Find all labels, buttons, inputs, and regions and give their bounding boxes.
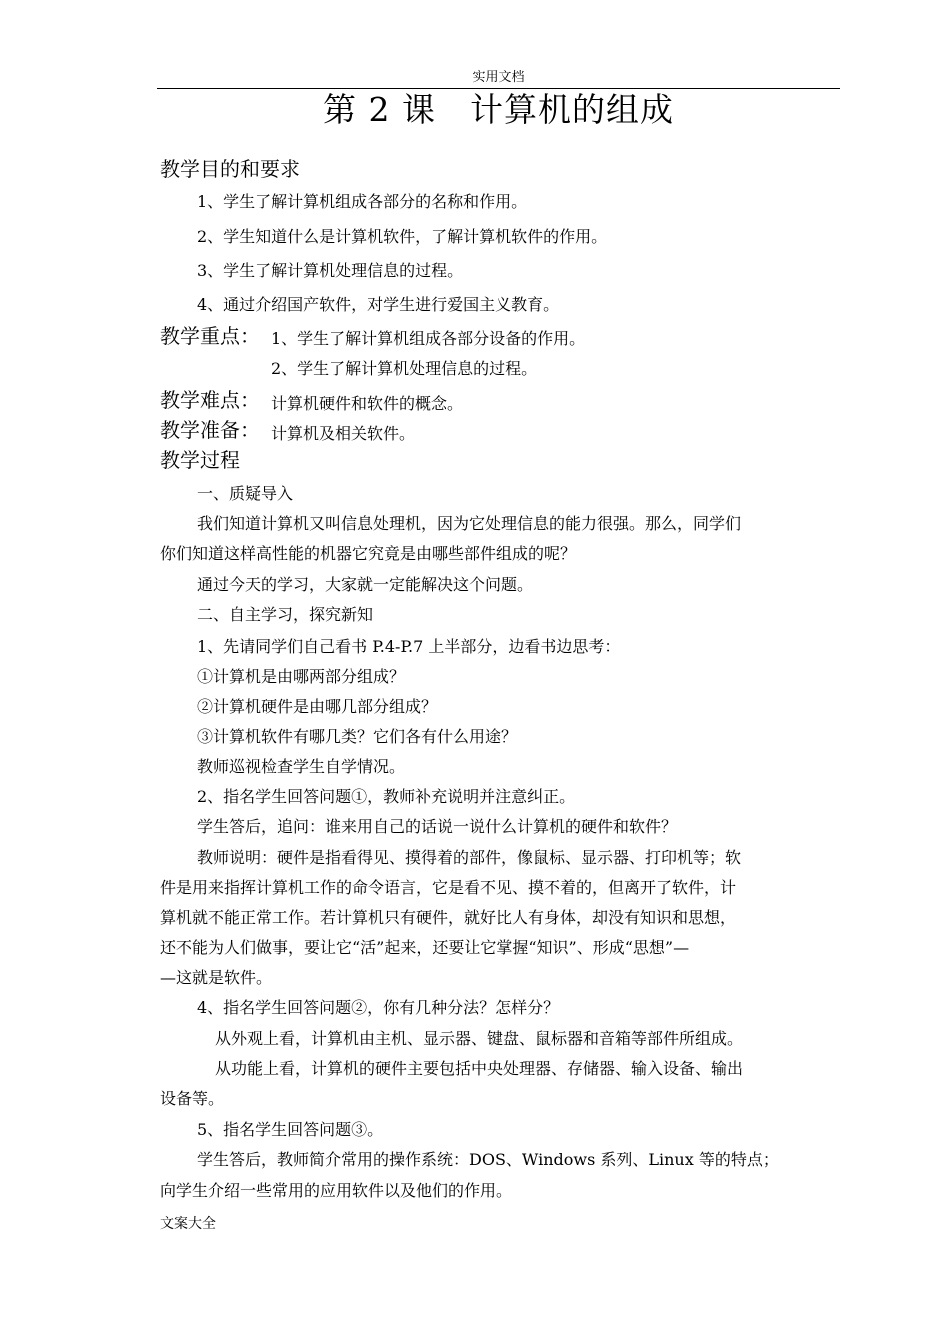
- process-line: 4、指名学生回答问题②，你有几种分法？怎样分？: [197, 998, 560, 1017]
- process-line: 还不能为人们做事，要让它“活”起来，还要让它掌握“知识”、形成“思想”—: [160, 938, 690, 957]
- process-heading: 教学过程: [160, 448, 240, 472]
- process-line: 5、指名学生回答问题③。: [197, 1120, 384, 1139]
- difficulty-text: 计算机硬件和软件的概念。: [271, 394, 464, 413]
- process-line: 学生答后，追问：谁来用自己的话说一说什么计算机的硬件和软件？: [197, 817, 678, 836]
- process-line: 从外观上看，计算机由主机、显示器、键盘、鼠标器和音箱等部件所组成。: [215, 1029, 744, 1048]
- goals-heading: 教学目的和要求: [160, 157, 300, 181]
- process-line: 1、先请同学们自己看书 P.4-P.7 上半部分，边看书边思考：: [197, 637, 621, 656]
- page-title: 第 2 课 计算机的组成: [323, 90, 674, 129]
- process-line: 一、质疑导入: [197, 484, 294, 503]
- key-points-label: 教学重点：: [160, 324, 260, 348]
- page-header: 实用文档: [472, 70, 525, 85]
- process-line: 2、指名学生回答问题①，教师补充说明并注意纠正。: [197, 787, 576, 806]
- goal-item: 2、学生知道什么是计算机软件，了解计算机软件的作用。: [197, 227, 608, 246]
- process-line: 教师说明：硬件是指看得见、摸得着的部件，像鼠标、显示器、打印机等；软: [197, 848, 742, 867]
- goal-item: 1、学生了解计算机组成各部分的名称和作用。: [197, 192, 528, 211]
- process-line: 通过今天的学习，大家就一定能解决这个问题。: [197, 575, 534, 594]
- process-line: —这就是软件。: [160, 968, 273, 987]
- key-point-item: 2、学生了解计算机处理信息的过程。: [271, 359, 538, 378]
- process-line: 我们知道计算机又叫信息处理机，因为它处理信息的能力很强。那么，同学们: [197, 514, 742, 533]
- process-line: 向学生介绍一些常用的应用软件以及他们的作用。: [160, 1181, 513, 1200]
- process-line: 算机就不能正常工作。若计算机只有硬件，就好比人有身体，却没有知识和思想，: [160, 908, 737, 927]
- goal-item: 4、通过介绍国产软件，对学生进行爱国主义教育。: [197, 295, 560, 314]
- page-footer: 文案大全: [160, 1216, 216, 1232]
- preparation-text: 计算机及相关软件。: [271, 424, 416, 443]
- preparation-label: 教学准备：: [160, 418, 260, 442]
- process-line: 件是用来指挥计算机工作的命令语言，它是看不见、摸不着的，但离开了软件，计: [160, 878, 737, 897]
- key-point-item: 1、学生了解计算机组成各部分设备的作用。: [271, 329, 586, 348]
- process-line: ②计算机硬件是由哪几部分组成？: [197, 697, 438, 716]
- process-line: 学生答后，教师简介常用的操作系统：DOS、Windows 系列、Linux 等的特点；: [197, 1150, 779, 1169]
- goal-item: 3、学生了解计算机处理信息的过程。: [197, 261, 464, 280]
- process-line: ③计算机软件有哪几类？它们各有什么用途？: [197, 727, 518, 746]
- process-line: 教师巡视检查学生自学情况。: [197, 757, 406, 776]
- process-line: 设备等。: [160, 1089, 225, 1108]
- process-line: 从功能上看，计算机的硬件主要包括中央处理器、存储器、输入设备、输出: [215, 1059, 744, 1078]
- process-line: 你们知道这样高性能的机器它究竟是由哪些部件组成的呢？: [160, 544, 577, 563]
- process-line: ①计算机是由哪两部分组成？: [197, 667, 406, 686]
- process-line: 二、自主学习，探究新知: [197, 605, 374, 624]
- difficulty-label: 教学难点：: [160, 388, 260, 412]
